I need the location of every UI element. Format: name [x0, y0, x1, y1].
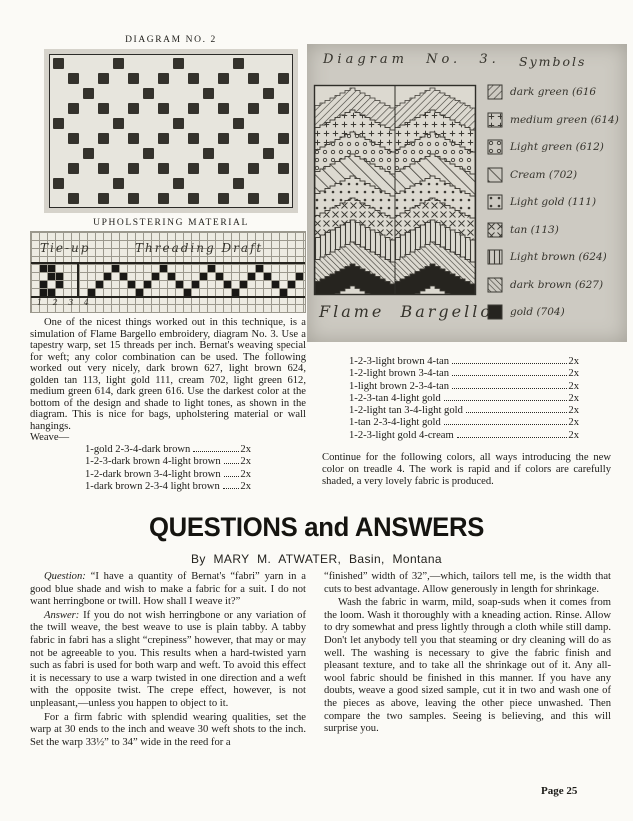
draft-mark [208, 265, 215, 272]
diagonal-hatch-swatch-icon [487, 84, 503, 100]
pattern-spot [53, 118, 64, 129]
recipe-row [85, 481, 251, 493]
pattern-spot [218, 163, 229, 174]
pattern-spot [83, 148, 94, 159]
pattern-spot [263, 148, 274, 159]
diagram3-title: Diagram No. 3. [323, 52, 500, 67]
draft-divider [77, 262, 79, 298]
draft-mark [296, 273, 303, 280]
draft-mark [152, 273, 159, 280]
pattern-spot [173, 118, 184, 129]
threading-draft-label: Threading Draft [135, 241, 264, 255]
legend-label: Light gold (111) [510, 196, 597, 208]
pattern-spot [68, 73, 79, 84]
open-circles-swatch-icon [487, 139, 503, 155]
pattern-spot [278, 193, 289, 204]
legend-entry [487, 84, 619, 100]
qa-lead: Question: [44, 571, 91, 582]
recipe-name: 1-tan 2-3-4-light gold [349, 417, 441, 429]
pattern-spot [278, 73, 289, 84]
pattern-spot [233, 118, 244, 129]
upholstering-sample-photo [44, 49, 298, 213]
pattern-spot [263, 88, 274, 99]
recipe-count: 2x [240, 456, 251, 468]
symbol-legend [487, 84, 619, 320]
pattern-spot [158, 73, 169, 84]
pattern-spot [188, 193, 199, 204]
dotted-leader [452, 388, 567, 389]
pattern-spot [188, 163, 199, 174]
recipe-count: 2x [240, 480, 251, 492]
qa-paragraph: Answer: If you do not wish herringbone or any variation of the twill weave, the best weave to use is plain tabby. A tabby fabric in fabri has a slight “crepiness” however, that may or may not be agreeable to you. This results when a hard-twisted yarn such as fabri is used for both warp and weft. To avoid this effect it is necessary to use a warp twisted in one direction and a weft with the opposite twist. The crepe effect, however, is not unpleasant,—unless you happen to object to it. [30, 609, 306, 709]
draft-mark [248, 273, 255, 280]
draft-mark [288, 281, 295, 288]
qa-paragraph: For a firm fabric with splendid wearing qualities, set the warp at 30 ends to the inch and weave 30 weft shots to the inch. Set the warp 33½” to 34” wide in the reed for a [30, 711, 306, 748]
pattern-spot [128, 73, 139, 84]
recipe-count: 2x [568, 380, 579, 392]
draft-mark [272, 281, 279, 288]
dotted-leader [193, 451, 239, 452]
recipe-name: 1-light brown 2-3-4-tan [349, 380, 450, 392]
recipe-count: 2x [568, 429, 579, 441]
legend-entry [487, 277, 619, 293]
draft-mark [56, 281, 63, 288]
draft-mark [112, 265, 119, 272]
recipe-name: 1-2-dark brown 3-4-light brown [85, 468, 221, 480]
pattern-spot [113, 178, 124, 189]
dotted-leader [224, 476, 240, 477]
pattern-spot [188, 133, 199, 144]
pattern-spot [158, 193, 169, 204]
page-number: Page 25 [541, 785, 578, 797]
draft-mark [200, 273, 207, 280]
pattern-spot [218, 73, 229, 84]
recipe-count: 2x [568, 368, 579, 380]
draft-mark [256, 265, 263, 272]
draft-mark [184, 289, 191, 296]
draft-mark [264, 273, 271, 280]
recipe-count: 2x [568, 417, 579, 429]
treadle-numbers: 1 2 3 4 [37, 298, 93, 307]
pattern-spot [113, 58, 124, 69]
threading-draft-figure [30, 231, 306, 313]
legend-label: Light green (612) [510, 141, 604, 153]
weave-sample-pattern [49, 54, 293, 208]
draft-mark [104, 273, 111, 280]
dotted-leader [224, 463, 240, 464]
legend-label: dark green (616 [510, 86, 597, 98]
legend-label: gold (704) [510, 306, 565, 318]
dotted-leader [444, 424, 568, 425]
bargello-chart [313, 84, 479, 296]
dotted-leader [452, 375, 567, 376]
pattern-spot [173, 178, 184, 189]
pattern-spot [98, 133, 109, 144]
pattern-spot [218, 193, 229, 204]
pattern-spot [248, 73, 259, 84]
flame-bargello-caption: Flame Bargello [319, 302, 494, 321]
color-recipe-list [349, 356, 579, 442]
pattern-spot [143, 148, 154, 159]
pattern-spot [173, 58, 184, 69]
recipe-row [349, 405, 579, 417]
legend-entry [487, 194, 619, 210]
qa-paragraph: “finished” width of 32”,—which, tailors tell me, is the width that cuts to best advantage. Allow generously in length for shrinkage. [324, 571, 611, 595]
pattern-spot [128, 133, 139, 144]
legend-entry [487, 249, 619, 265]
recipe-count: 2x [568, 392, 579, 404]
legend-label: Cream (702) [510, 168, 578, 181]
recipe-name: 1-2-3-light brown 4-tan [349, 356, 450, 367]
legend-label: medium green (614) [510, 113, 619, 126]
draft-mark [160, 265, 167, 272]
legend-entry [487, 139, 619, 155]
pattern-spot [158, 163, 169, 174]
pattern-spot [113, 118, 124, 129]
legend-label: Light brown (624) [510, 251, 607, 263]
draft-mark [168, 273, 175, 280]
pattern-spot [98, 163, 109, 174]
draft-mark [216, 273, 223, 280]
byline: By MARY M. ATWATER, Basin, Montana [190, 552, 442, 566]
pattern-spot [188, 73, 199, 84]
qa-left-column [30, 571, 306, 749]
recipe-count: 2x [568, 405, 579, 417]
draft-mark [128, 281, 135, 288]
reverse-diagonal-swatch-icon [487, 277, 503, 293]
recipe-name: 1-2-3-tan 4-light gold [349, 392, 441, 404]
upholstering-caption: UPHOLSTERING MATERIAL [93, 218, 249, 228]
dotted-leader [452, 363, 567, 364]
recipe-row [85, 444, 251, 456]
legend-entry [487, 304, 619, 320]
dotted-leader [223, 488, 240, 489]
draft-mark [176, 281, 183, 288]
draft-mark [240, 281, 247, 288]
x-cross-swatch-icon [487, 222, 503, 238]
pattern-spot [143, 88, 154, 99]
pattern-spot [248, 193, 259, 204]
recipe-name: 1-2-light brown 3-4-tan [349, 368, 450, 380]
pattern-spot [248, 163, 259, 174]
recipe-row [349, 417, 579, 429]
dotted-leader [457, 437, 568, 438]
tie-up-label: Tie-up [40, 241, 91, 255]
qa-right-column [324, 571, 611, 736]
legend-entry [487, 112, 619, 128]
draft-mark [144, 281, 151, 288]
technique-paragraph: One of the nicest things worked out in this technique, is a simulation of Flame Bargello embroidery, diagram No. 3. Use a tapestry warp, set 15 threads per inch. Bernat's weaving special for weft; any color combination can be used. The following worked out very nicely, dark brown 627, light brown 624, golden tan 113, light gold 111, cream 702, light green 612, medium green 614, dark green 616. Use the darkest color at the bottom of the design and shade to light tones, as shown in the diagram. This is nice for bags, upholstering material or wall hangings. [30, 317, 306, 432]
recipe-row [349, 430, 579, 442]
center-dot-swatch-icon [487, 194, 503, 210]
legend-label: tan (113) [510, 223, 559, 236]
draft-mark [48, 265, 55, 272]
pattern-spot [68, 163, 79, 174]
draft-mark [224, 281, 231, 288]
vertical-bars-swatch-icon [487, 249, 503, 265]
diagram2-title: DIAGRAM NO. 2 [125, 35, 217, 45]
pattern-spot [248, 133, 259, 144]
legend-entry [487, 167, 619, 183]
qa-paragraph: Wash the fabric in warm, mild, soap-suds when it comes from the loom. Wash it thoroughly with a kneading action. Rinse. Allow to dry somewhat and press lightly through a cloth while still damp. Don't let anybody tell you that steaming or dry cleaning will do as well. The washing is necessary to give the fabric finish and pleasant texture, and to take all the shrinkage out of it. Any all-wool fabric should be finished in this manner. If you have any doubts, weave a good sized sample, cut it in two and wash one of the pieces as above, leaving the other piece unwashed. Then compare the two samples. Seeing is believing, and this will surprise you. [324, 597, 611, 735]
recipe-row [349, 381, 579, 393]
plus-marks-swatch-icon [487, 112, 503, 128]
recipe-row [349, 368, 579, 380]
dotted-leader [444, 400, 568, 401]
draft-mark [56, 273, 63, 280]
draft-mark [232, 289, 239, 296]
continue-paragraph: Continue for the following colors, all ways introducing the new color on treadle 4. The work is rapid and if colors are carefully shaded, a very lovely fabric is produced. [322, 452, 611, 487]
pattern-spot [98, 193, 109, 204]
pattern-spot [128, 193, 139, 204]
legend-entry [487, 222, 619, 238]
weave-label: Weave— [30, 432, 70, 443]
legend-label: dark brown (627) [510, 278, 604, 291]
questions-answers-heading: QUESTIONS and ANSWERS [148, 512, 485, 542]
draft-mark [48, 273, 55, 280]
draft-mark [40, 281, 47, 288]
recipe-count: 2x [240, 468, 251, 480]
pattern-spot [68, 103, 79, 114]
recipe-count: 2x [568, 356, 579, 367]
weave-recipe-list [85, 444, 251, 493]
pattern-spot [98, 73, 109, 84]
pattern-spot [278, 103, 289, 114]
draft-mark [40, 265, 47, 272]
wide-diagonal-swatch-icon [487, 167, 503, 183]
pattern-spot [218, 103, 229, 114]
recipe-count: 2x [240, 444, 251, 455]
draft-mark [96, 281, 103, 288]
pattern-spot [203, 148, 214, 159]
pattern-spot [278, 163, 289, 174]
symbols-label: Symbols [519, 54, 587, 69]
recipe-name: 1-2-3-dark brown 4-light brown [85, 456, 221, 468]
pattern-spot [188, 103, 199, 114]
draft-mark [120, 273, 127, 280]
flame-bargello-diagram [307, 44, 627, 342]
draft-mark [192, 281, 199, 288]
pattern-spot [158, 133, 169, 144]
pattern-spot [233, 178, 244, 189]
draft-mark [280, 289, 287, 296]
draft-mark [136, 289, 143, 296]
recipe-name: 1-gold 2-3-4-dark brown [85, 444, 191, 455]
draft-mark [88, 289, 95, 296]
draft-mark [40, 289, 47, 296]
pattern-spot [53, 58, 64, 69]
recipe-name: 1-2-light tan 3-4-light gold [349, 405, 463, 417]
pattern-spot [278, 133, 289, 144]
pattern-spot [248, 103, 259, 114]
pattern-spot [128, 163, 139, 174]
pattern-spot [68, 193, 79, 204]
pattern-spot [53, 178, 64, 189]
qa-lead: Answer: [44, 609, 84, 621]
pattern-spot [203, 88, 214, 99]
pattern-spot [158, 103, 169, 114]
pattern-spot [218, 133, 229, 144]
pattern-spot [128, 103, 139, 114]
recipe-name: 1-dark brown 2-3-4 light brown [85, 480, 220, 492]
draft-rule-top [31, 262, 305, 264]
dotted-leader [466, 412, 568, 413]
recipe-row [349, 393, 579, 405]
recipe-name: 1-2-3-light gold 4-cream [349, 429, 454, 441]
pattern-spot [68, 133, 79, 144]
pattern-spot [98, 103, 109, 114]
pattern-spot [233, 58, 244, 69]
draft-mark [48, 289, 55, 296]
pattern-spot [83, 88, 94, 99]
recipe-row [85, 456, 251, 468]
recipe-row [349, 356, 579, 368]
qa-paragraph: Question: “I have a quantity of Bernat's “fabri” yarn in a good blue shade and wish to make a fabric for a suit. I do not want herringbone or twill. How shall I weave it?” [30, 571, 307, 608]
recipe-row [85, 469, 251, 481]
